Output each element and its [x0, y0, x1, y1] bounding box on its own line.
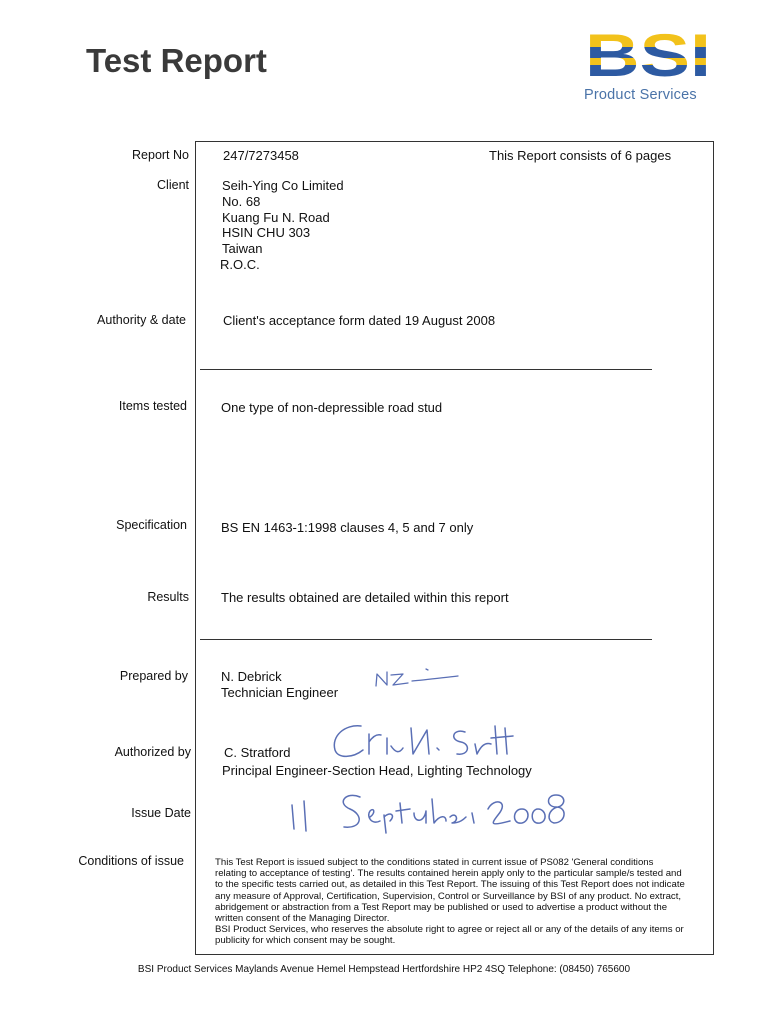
pages-note: This Report consists of 6 pages [489, 148, 672, 163]
authorized-by-signature [325, 718, 525, 766]
conditions-line: relating to acceptance of testing'. The results contained herein apply only to the particular sample/s tested and [215, 868, 682, 880]
results-label: Results [147, 590, 189, 604]
page-footer: BSI Product Services Maylands Avenue Hemel Hempstead Hertfordshire HP2 4SQ Telephone: (08450) 765600 [137, 964, 631, 975]
authorized-by-label: Authorized by [114, 745, 191, 759]
conditions-line: This Test Report is issued subject to the conditions stated in current issue of PS082 'General conditions [215, 857, 654, 868]
results-value: The results obtained are detailed within this report [221, 590, 509, 605]
client-line: HSIN CHU 303 [222, 225, 311, 241]
divider-2 [200, 639, 652, 640]
conditions-line: written consent of the Managing Director. [215, 913, 390, 925]
authority-value: Client's acceptance form dated 19 August 2008 [223, 313, 496, 328]
conditions-line: abridgement or abstraction from a Test Report may be published or used to advertise a product without the [215, 901, 668, 913]
authorized-by-title: Principal Engineer-Section Head, Lighting Technology [222, 763, 532, 778]
conditions-line: to the specific tests carried out, as detailed in this Test Report. The issuing of this Test Report does not indicate [215, 879, 685, 891]
report-no-label: Report No [132, 148, 189, 162]
client-address [222, 178, 344, 273]
prepared-by-title: Technician Engineer [221, 684, 339, 700]
items-tested-value: One type of non-depressible road stud [221, 400, 443, 415]
conditions-label: Conditions of issue [78, 854, 184, 868]
prepared-by-block [221, 669, 338, 701]
logo-subtitle: Product Services [584, 87, 697, 103]
issue-date-handwritten [284, 787, 574, 837]
conditions-text [215, 857, 705, 947]
items-tested-label: Items tested [118, 399, 187, 413]
client-line: No. 68 [222, 193, 261, 209]
client-line: R.O.C. [220, 256, 260, 272]
conditions-line: any measure of Approval, Certification, Supervision, Control or Surveillance by BSI of any product. No extract, [215, 890, 682, 902]
report-no-value: 247/7273458 [223, 148, 299, 163]
conditions-line: BSI Product Services, who reserves the absolute right to agree or reject all or any of the details of any items or [215, 924, 684, 936]
client-line: Taiwan [222, 241, 263, 257]
prepared-by-name: N. Debrick [221, 669, 282, 684]
prepared-by-signature [372, 664, 462, 692]
prepared-by-label: Prepared by [119, 669, 188, 683]
client-line: Seih-Ying Co Limited [222, 178, 344, 193]
bsi-logo-graphic [585, 30, 711, 78]
issue-date-label: Issue Date [131, 806, 191, 820]
conditions-line: publicity for which consent may be sought. [215, 935, 396, 947]
authorized-by-name: C. Stratford [224, 745, 291, 760]
client-line: Kuang Fu N. Road [222, 209, 330, 225]
bsi-logo [585, 30, 711, 78]
specification-value: BS EN 1463-1:1998 clauses 4, 5 and 7 only [221, 520, 474, 535]
page-title: Test Report [86, 42, 267, 79]
divider-1 [200, 369, 652, 370]
authority-label: Authority & date [97, 313, 186, 327]
specification-label: Specification [116, 518, 187, 532]
client-label: Client [157, 178, 189, 192]
